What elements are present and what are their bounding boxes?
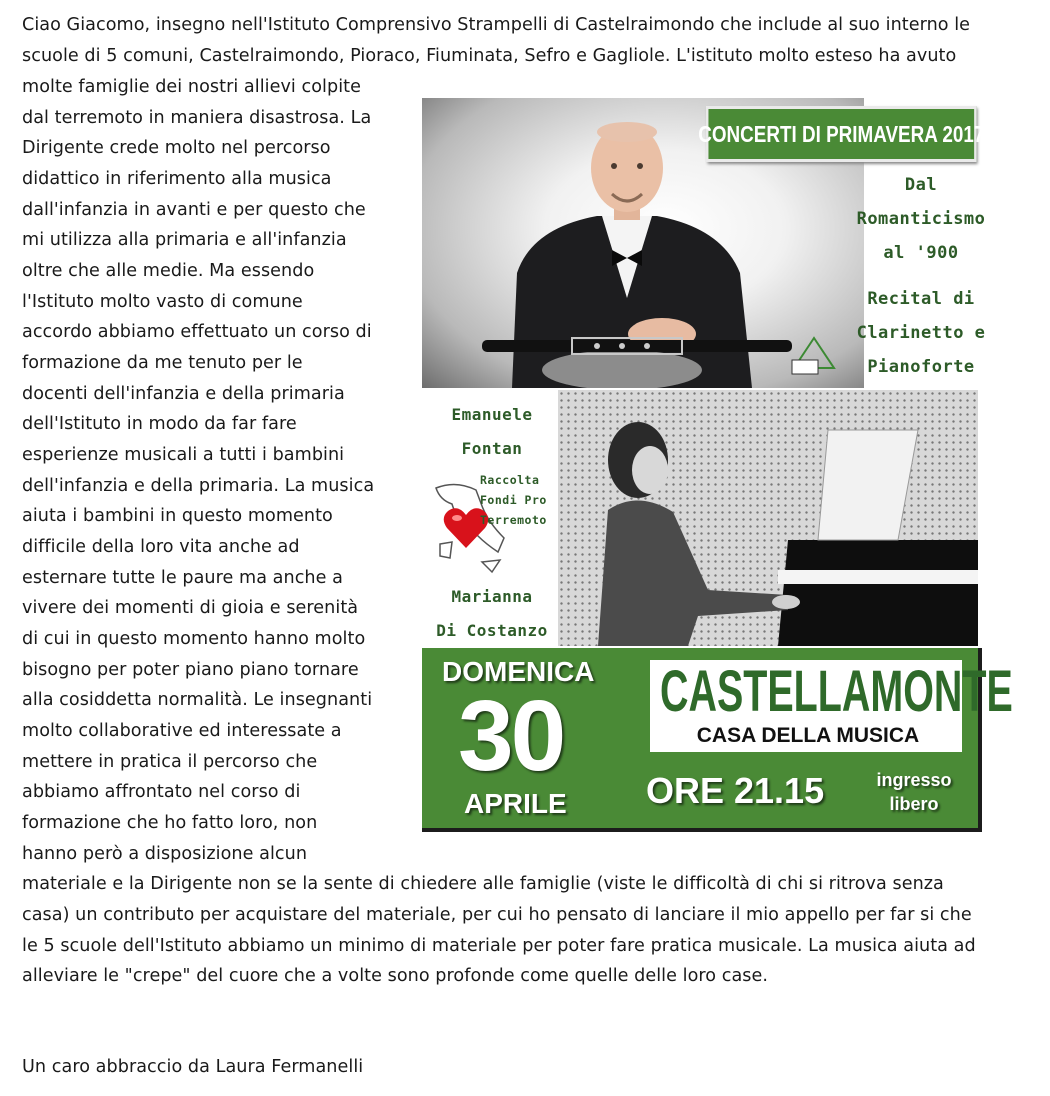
- letter-line: mettere in pratica il percorso che: [22, 752, 318, 772]
- letter-line: bisogno per poter piano piano tornare: [22, 660, 359, 680]
- letter-line: abbiamo affrontato nel corso di: [22, 782, 301, 802]
- letter-signature: Un caro abbraccio da Laura Fermanelli: [22, 1057, 364, 1077]
- letter-line: dal terremoto in maniera disastrosa. La: [22, 108, 372, 128]
- letter-line: difficile della loro vita anche ad: [22, 537, 300, 557]
- letter-line: oltre che alle medie. Ma essendo: [22, 261, 315, 281]
- letter-line: dell'Istituto in modo da far fare: [22, 414, 297, 434]
- event-month: APRILE: [464, 788, 567, 819]
- letter-line: vivere dei momenti di gioia e serenità: [22, 598, 359, 618]
- letter-line: materiale e la Dirigente non se la sente di chiedere alle famiglie (viste le difficoltà di chi si ritrova senza: [22, 874, 944, 894]
- letter-line: aiuta i bambini in questo momento: [22, 506, 333, 526]
- entry-line: ingresso: [876, 770, 952, 790]
- fundraiser-line: Raccolta: [480, 473, 540, 487]
- event-city: CASTELLAMONTE: [660, 659, 1013, 724]
- letter-line: di cui in questo momento hanno molto: [22, 629, 366, 649]
- event-weekday: DOMENICA: [442, 656, 595, 687]
- recital-line: Recital di: [867, 289, 975, 309]
- letter-line: formazione da me tenuto per le: [22, 353, 303, 373]
- performer-1-line: Fontan: [461, 439, 523, 458]
- performer-1-line: Emanuele: [451, 405, 533, 424]
- event-venue: CASA DELLA MUSICA: [696, 724, 920, 747]
- letter-line: esperienze musicali a tutti i bambini: [22, 445, 345, 465]
- subtitle-line: Romanticismo: [856, 209, 986, 229]
- subtitle-line: al '900: [883, 243, 959, 263]
- fundraiser-line: Fondi Pro: [480, 493, 547, 507]
- event-entry: [866, 768, 962, 816]
- letter-line: docenti dell'infanzia e della primaria: [22, 384, 345, 404]
- fundraiser-note: [480, 470, 570, 530]
- letter-line: mi utilizza alla primaria e all'infanzia: [22, 230, 347, 250]
- performer-1: [432, 398, 552, 466]
- fundraiser-line: Terremoto: [480, 513, 547, 527]
- event-day: 30: [458, 680, 564, 792]
- concert-poster: [422, 98, 1013, 840]
- letter-line: didattico in riferimento alla musica: [22, 169, 332, 189]
- letter-line: formazione che ho fatto loro, non: [22, 813, 318, 833]
- letter-line: alla cosiddetta normalità. Le insegnanti: [22, 690, 373, 710]
- letter-line: l'Istituto molto vasto di comune: [22, 292, 303, 312]
- letter-line: accordo abbiamo effettuato un corso di: [22, 322, 372, 342]
- letter-line: casa) un contributo per acquistare del materiale, per cui ho pensato di lanciare il mio appello per far si che: [22, 905, 972, 925]
- recital-line: Pianoforte: [867, 357, 975, 377]
- poster-recital: [854, 282, 988, 384]
- letter-line: dell'infanzia e della primaria. La musica: [22, 476, 375, 496]
- letter-line: esternare tutte le paure ma anche a: [22, 568, 343, 588]
- poster-banner: CONCERTI DI PRIMAVERA 2017: [706, 106, 977, 162]
- performer-2-line: Marianna: [451, 587, 533, 606]
- entry-line: libero: [889, 794, 939, 814]
- letter-line: scuole di 5 comuni, Castelraimondo, Pioraco, Fiuminata, Sefro e Gagliole. L'istituto molto esteso ha avuto: [22, 46, 957, 66]
- letter-line: le 5 scuole dell'Istituto abbiamo un minimo di materiale per poter fare pratica musicale. La musica aiuta ad: [22, 936, 976, 956]
- pianist-photo: [558, 390, 978, 646]
- event-details-band: [422, 648, 1013, 832]
- letter-line: molto collaborative ed interessate a: [22, 721, 342, 741]
- letter-line: Dirigente crede molto nel percorso: [22, 138, 331, 158]
- letter-line: alleviare le "crepe" del cuore che a volte sono profonde come quelle delle loro case.: [22, 966, 769, 986]
- letter-line: dall'infanzia in avanti e per questo che: [22, 200, 366, 220]
- letter-line: molte famiglie dei nostri allievi colpite: [22, 77, 361, 97]
- letter-line: hanno però a disposizione alcun: [22, 844, 308, 864]
- pianist-illustration: [558, 390, 978, 646]
- performer-2-line: Di Costanzo: [436, 621, 548, 640]
- performer-2: [428, 580, 556, 648]
- poster-subtitle: [854, 168, 988, 270]
- letter-line: Ciao Giacomo, insegno nell'Istituto Comprensivo Strampelli di Castelraimondo che include al suo interno le: [22, 15, 971, 35]
- recital-line: Clarinetto e: [856, 323, 986, 343]
- event-time: ORE 21.15: [646, 770, 825, 811]
- subtitle-line: Dal: [904, 175, 938, 195]
